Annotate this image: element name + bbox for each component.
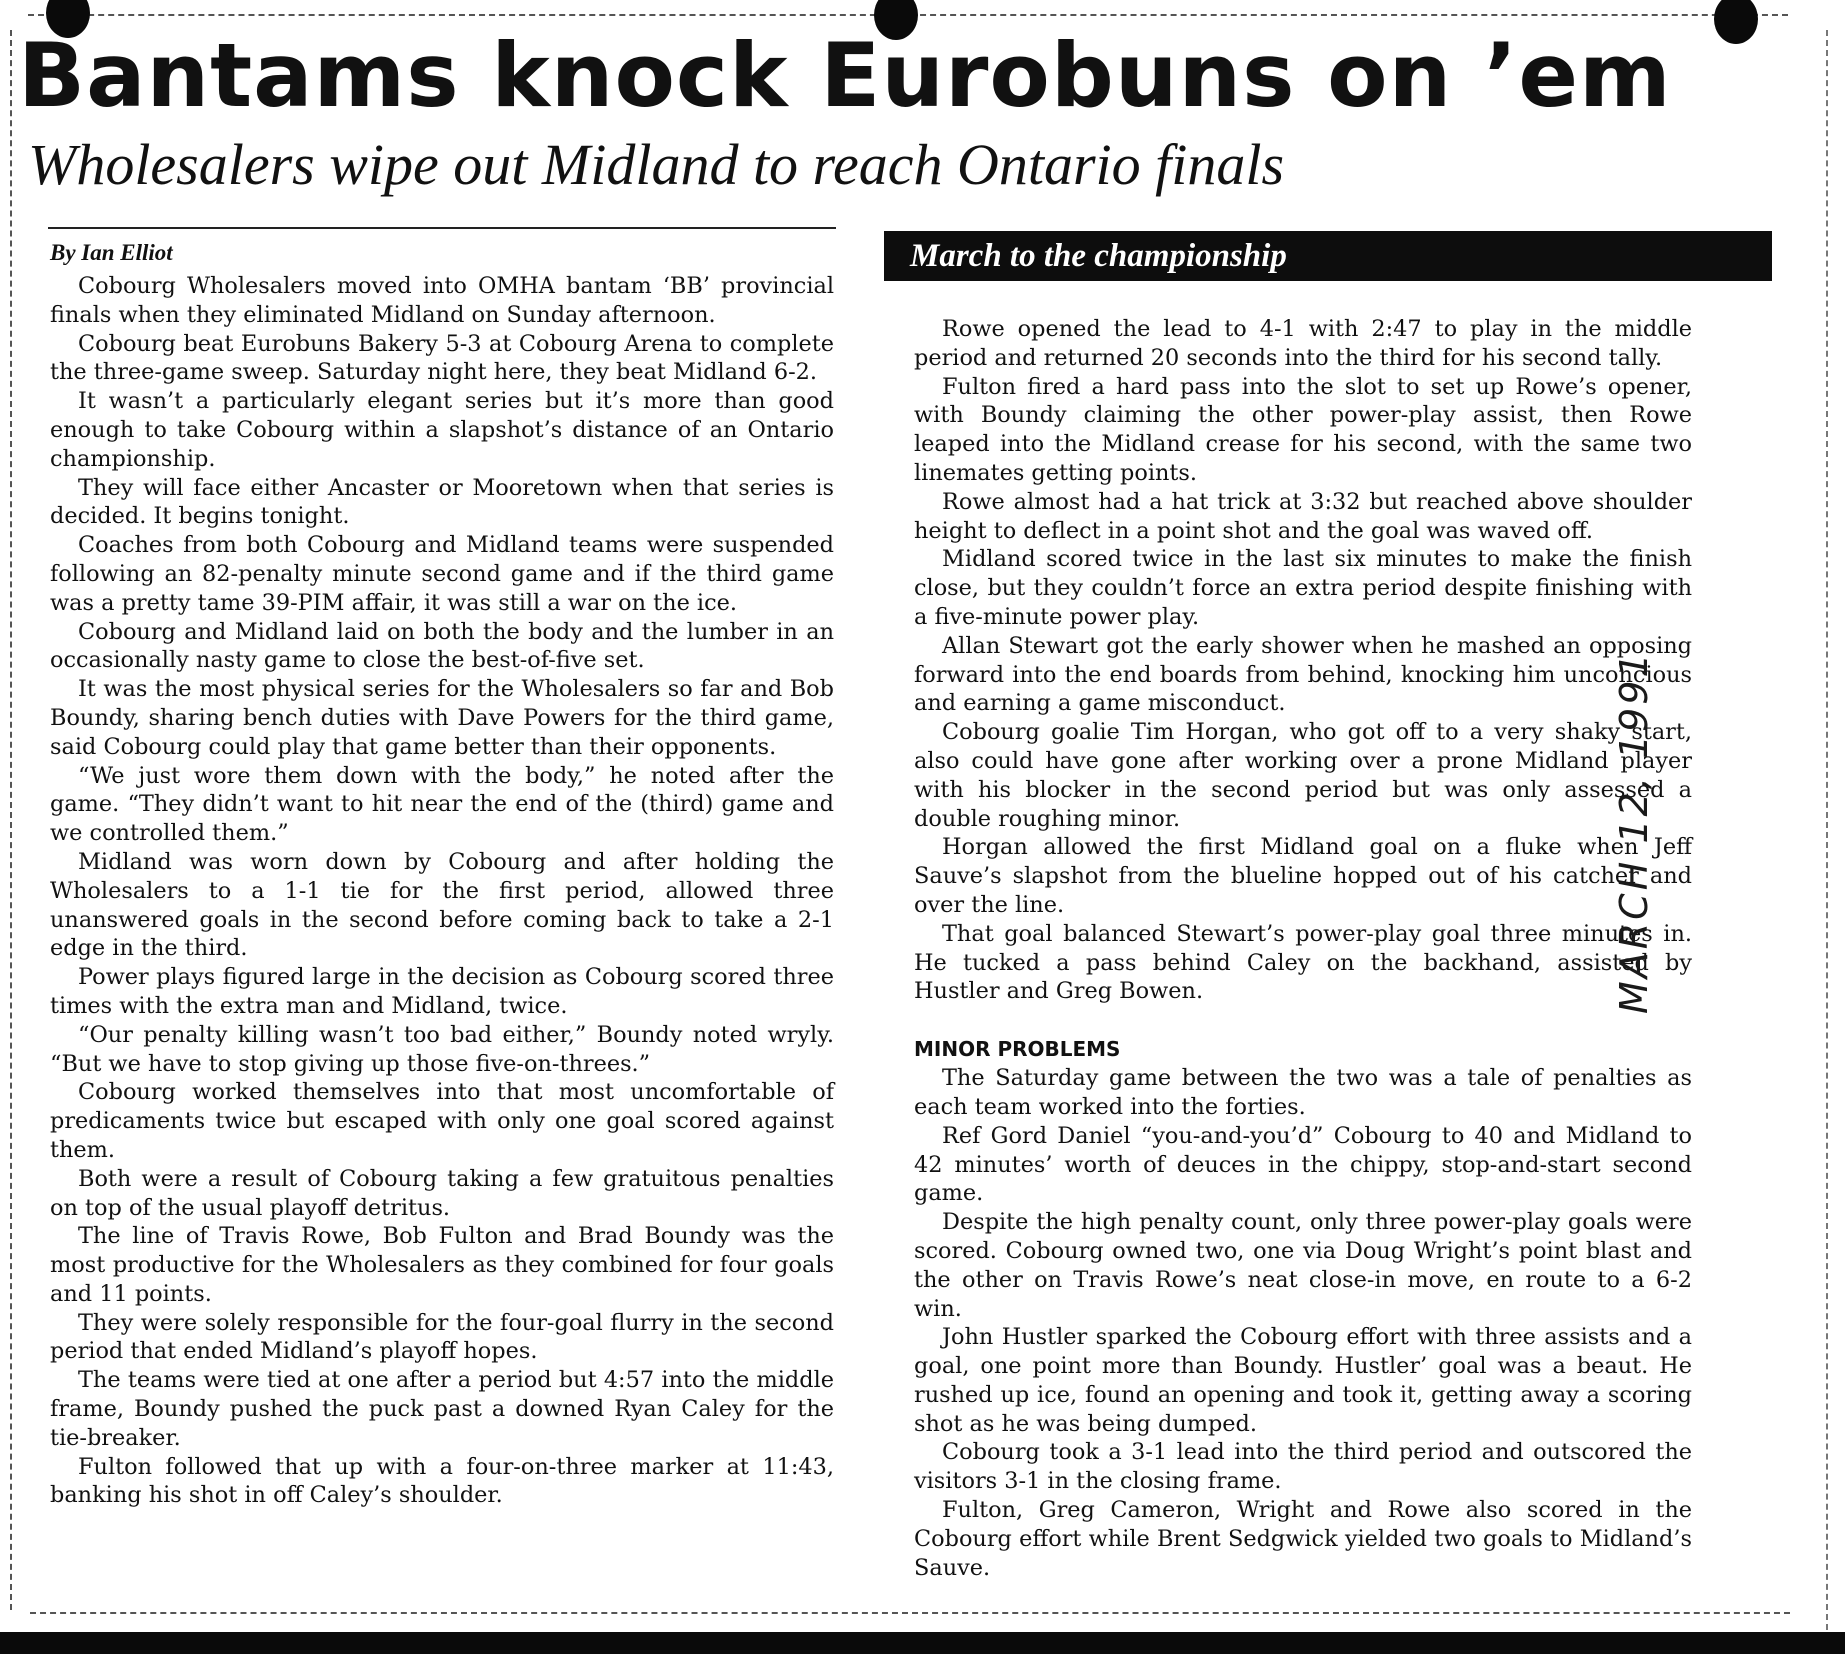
article-paragraph: Power plays figured large in the decision as Cobourg scored three times with the extra man and Midland, twice. [50,964,834,1019]
article-paragraph: It was the most physical series for the Wholesalers so far and Bob Boundy, sharing bench duties with Dave Powers for the third game, said Cobourg could play that game better than their opponents. [50,676,834,760]
article-paragraph: Fulton, Greg Cameron, Wright and Rowe also scored in the Cobourg effort while Brent Sedgwick yielded two goals to Midland’s Sauve. [914,1497,1692,1581]
section-heading: MINOR PROBLEMS [914,1037,1121,1062]
handwritten-date: MARCH 12, 1991 [1612,650,1656,1014]
article-paragraph: Midland scored twice in the last six minutes to make the finish close, but they couldn’t force an extra period despite finishing with a five-minute power play. [914,546,1692,630]
article-paragraph: Cobourg goalie Tim Horgan, who got off to a very shaky start, also could have gone after working over a prone Midland player with his blocker in the second period but was only assessed a double roughing minor. [914,719,1692,832]
article-paragraph: Ref Gord Daniel “you-and-you’d” Cobourg to 40 and Midland to 42 minutes’ worth of deuces in the chippy, stop-and-start second game. [914,1122,1692,1207]
article-paragraph: Midland was worn down by Cobourg and after holding the Wholesalers to a 1-1 tie for the first period, allowed three unanswered goals in the second before coming back to take a 2-1 edge in the third. [50,848,834,962]
article-paragraph: Both were a result of Cobourg taking a few gratuitous penalties on top of the usual playoff detritus. [50,1165,834,1221]
article-paragraph: Horgan allowed the first Midland goal on a fluke when Jeff Sauve’s slapshot from the blueline hopped out of his catcher and over the line. [914,834,1692,918]
article-column-left [50,272,834,1510]
article-paragraph: “Our penalty killing wasn’t too bad either,” Boundy noted wryly. “But we have to stop giving up those five-on-threes.” [50,1021,834,1077]
article-paragraph: That goal balanced Stewart’s power-play goal three minutes in. He tucked a pass behind Caley on the backhand, assisted by Hustler and Greg Bowen. [914,920,1692,1005]
article-paragraph: Coaches from both Cobourg and Midland teams were suspended following an 82-penalty minute second game and if the third game was a pretty tame 39-PIM affair, it was still a war on the ice. [50,532,834,616]
sidebar-title: March to the championship [884,231,1772,281]
article-column-right [914,315,1692,1582]
subheadline: Wholesalers wipe out Midland to reach Ontario finals [28,132,1285,197]
article-paragraph: Cobourg took a 3-1 lead into the third period and outscored the visitors 3-1 in the closing frame. [914,1439,1692,1495]
article-paragraph: They will face either Ancaster or Mooretown when that series is decided. It begins tonight. [50,474,834,530]
article-paragraph: Fulton followed that up with a four-on-three marker at 11:43, banking his shot in off Caley’s shoulder. [50,1453,834,1509]
clipping-edge-left [10,30,12,1610]
clipping-edge-bottom [30,1612,1790,1614]
article-paragraph: The line of Travis Rowe, Bob Fulton and Brad Boundy was the most productive for the Wholesalers as they combined for four goals and 11 points. [50,1223,834,1307]
article-paragraph: Cobourg worked themselves into that most uncomfortable of predicaments twice but escaped with only one goal scored against them. [50,1079,834,1163]
article-paragraph: It wasn’t a particularly elegant series but it’s more than good enough to take Cobourg within a slapshot’s distance of an Ontario championship. [50,388,834,472]
clipping-edge-right [1826,30,1828,1630]
article-paragraph: Allan Stewart got the early shower when he mashed an opposing forward into the end boards from behind, knocking him unconcious and earning a game misconduct. [914,632,1692,717]
headline: Bantams knock Eurobuns on ’em [18,24,1672,127]
byline: By Ian Elliot [50,240,173,265]
article-paragraph: John Hustler sparked the Cobourg effort with three assists and a goal, one point more than Boundy. Hustler’ goal was a beaut. He rushed up ice, found an opening and took it, getting away a scoring shot as he was being dumped. [914,1324,1692,1437]
article-paragraph: They were solely responsible for the four-goal flurry in the second period that ended Midland’s playoff hopes. [50,1309,834,1365]
byline-rule [48,227,836,229]
article-paragraph: “We just wore them down with the body,” he noted after the game. “They didn’t want to hit near the end of the (third) game and we controlled them.” [50,762,834,847]
article-paragraph: Despite the high penalty count, only three power-play goals were scored. Cobourg owned two, one via Doug Wright’s point blast and the other on Travis Rowe’s neat close-in move, en route to a 6-2 win. [914,1209,1692,1322]
article-paragraph: Cobourg beat Eurobuns Bakery 5-3 at Cobourg Arena to complete the three-game sweep. Saturday night here, they beat Midland 6-2. [50,330,834,386]
article-paragraph: Rowe opened the lead to 4-1 with 2:47 to play in the middle period and returned 20 seconds into the third for his second tally. [914,316,1692,371]
article-paragraph: The Saturday game between the two was a tale of penalties as each team worked into the forties. [914,1065,1692,1120]
article-paragraph: Rowe almost had a hat trick at 3:32 but reached above shoulder height to deflect in a point shot and the goal was waved off. [914,488,1692,544]
article-paragraph: Cobourg and Midland laid on both the body and the lumber in an occasionally nasty game to close the best-of-five set. [50,618,834,674]
article-paragraph: The teams were tied at one after a period but 4:57 into the middle frame, Boundy pushed the puck past a downed Ryan Caley for the tie-breaker. [50,1367,834,1451]
scan-border-bottom [0,1632,1845,1654]
article-paragraph: Fulton fired a hard pass into the slot to set up Rowe’s opener, with Boundy claiming the other power-play assist, then Rowe leaped into the Midland crease for his second, with the same two linemates getting points. [914,373,1692,486]
article-paragraph: Cobourg Wholesalers moved into OMHA bantam ‘BB’ provincial finals when they eliminated Midland on Sunday afternoon. [50,273,834,328]
